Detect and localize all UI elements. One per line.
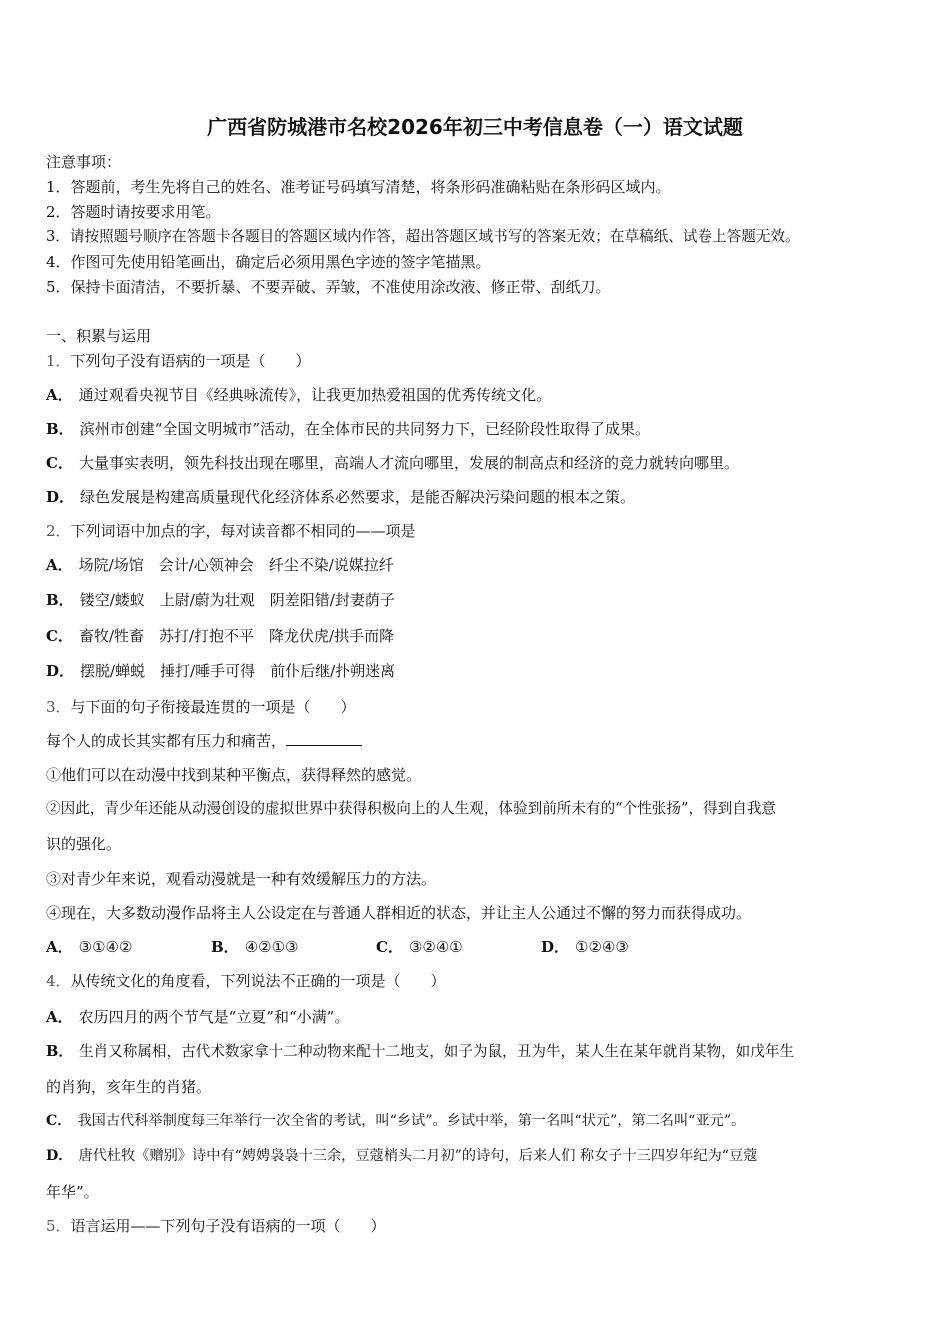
sentence: ①他们可以在动漫中找到某种平衡点，获得释然的感觉。 [46,766,422,784]
option [46,1042,794,1062]
option-letter: B． [46,591,74,609]
notice-item: 5．保持卡面清洁，不要折暴、不要弄破、弄皱，不准使用涂改液、修正带、刮纸刀。 [46,278,611,296]
option-letter: A． [46,386,73,404]
notice-item: 4．作图可先使用铅笔画出，确定后必须用黑色字迹的签字笔描黑。 [46,253,491,271]
option-letter: D． [46,1148,73,1164]
option-letter: B． [211,938,239,956]
question-text: 从传统文化的角度看，下列说法不正确的一项是（ ） [70,972,446,990]
option [46,453,739,473]
question-5-stem [46,1216,386,1236]
choice-d [541,937,629,957]
question-3-stem [46,697,356,717]
option-text: 摆脱/蝉蜕 捶打/唾手可得 前仆后继/扑朔迷离 [80,662,396,680]
option-text: 的肖狗，亥年生的肖猪。 [46,1078,212,1096]
choice-b [211,937,376,957]
option-letter: D． [46,662,75,680]
choice-c [376,937,541,957]
lead-sentence [46,731,362,751]
option-text: ③②④① [408,938,463,956]
answer-blank [286,731,362,746]
question-text: 与下面的句子衔接最连贯的一项是（ ） [70,698,356,716]
question-number: 3． [46,698,71,716]
option [46,626,394,646]
option-letter: C． [46,454,73,472]
question-text: 语言运用——下列句子没有语病的一项（ ） [70,1217,386,1235]
option [46,487,635,507]
option-letter: D． [541,938,570,956]
option-letter: D． [46,488,75,506]
option [46,419,650,439]
option-letter: C． [46,1113,72,1129]
sentence: 识的强化。 [46,835,122,853]
option-text: 生肖又称属相，古代术数家拿十二种动物来配十二地支，如子为鼠，丑为牛，某人生在某年就肖某物，如戊年生 [78,1043,795,1060]
option-text: 我国古代科举制度每三年举行一次全省的考试，叫“乡试”。乡试中举，第一名叫“状元”，第二名叫“亚元”。 [77,1113,746,1129]
question-text: 下列句子没有语病的一项是（ ） [70,352,311,370]
option-text: 镂空/蝼蚁 上尉/蔚为壮观 阴差阳错/封妻荫子 [79,591,395,609]
section-heading: 一、积累与运用 [46,327,152,345]
notice-item: 2．答题时请按要求用笔。 [46,203,221,221]
option [46,385,551,405]
option [46,1007,349,1027]
option-letter: A． [46,556,73,574]
question-text: 下列词语中加点的字，每对读音都不相同的——项是 [70,522,416,540]
choice-a [46,937,211,957]
question-number: 5． [46,1217,71,1235]
option-text: 场院/场馆 会计/心领神会 纤尘不染/说媒拉纤 [78,556,394,574]
option-text: 唐代杜牧《赠别》诗中有“娉娉袅袅十三余，豆蔻梢头二月初”的诗句，后来人们 称女子十三四岁年纪为“豆蔻 [78,1148,758,1164]
option-text: ④②①③ [244,938,299,956]
option-text: ③①④② [78,938,133,956]
option-text: 滨州市创建“全国文明城市”活动，在全体市民的共同努力下，已经阶段性取得了成果。 [79,420,651,438]
lead-text: 每个人的成长其实都有压力和痛苦， [46,732,287,750]
option-text: 绿色发展是构建高质量现代化经济体系必然要求，是能否解决污染问题的根本之策。 [80,488,636,506]
notice-item: 1．答题前，考生先将自己的姓名、准考证号码填写清楚，将条形码准确粘贴在条形码区域内。 [46,178,671,196]
option-letter: A． [46,938,73,956]
option-letter: B． [46,420,74,438]
option [46,555,394,575]
option-letter: A． [46,1008,73,1026]
question-number: 2． [46,522,71,540]
question-1-stem [46,351,311,371]
option-text: 农历四月的两个节气是“立夏”和“小满”。 [78,1008,350,1026]
option-continuation [46,1077,211,1097]
option-letter: C． [46,627,73,645]
option-text: 畜牧/牲畜 苏打/打抱不平 降龙伏虎/拱手而降 [78,627,395,645]
option [46,590,395,610]
option [46,661,395,681]
page-title: 广西省防城港市名校2026年初三中考信息卷（一）语文试题 [207,115,743,139]
option-text: 通过观看央视节目《经典咏流传》，让我更加热爱祖国的优秀传统文化。 [78,386,552,404]
option-text: 大量事实表明，领先科技出现在哪里，高端人才流向哪里，发展的制高点和经济的竞力就转向哪里。 [78,454,739,472]
option-continuation [46,1182,99,1202]
question-2-stem [46,521,416,541]
sentence: ④现在，大多数动漫作品将主人公设定在与普通人群相近的状态，并让主人公通过不懈的努力而获得成功。 [46,904,752,922]
question-number: 4． [46,972,71,990]
notice-item: 3．请按照题号顺序在答题卡各题目的答题区域内作答，超出答题区域书写的答案无效；在草稿纸、试卷上答题无效。 [46,228,800,245]
question-4-stem [46,971,446,991]
option-text: ①②④③ [575,938,629,956]
option-letter: C． [376,938,403,956]
sentence: ③对青少年来说，观看动漫就是一种有效缓解压力的方法。 [46,870,437,888]
option [46,1146,757,1166]
question-number: 1． [46,352,71,370]
notice-heading: 注意事项： [46,153,122,171]
option-text: 年华”。 [46,1183,99,1201]
sentence: ②因此，青少年还能从动漫创设的虚拟世界中获得积极向上的人生观，体验到前所未有的“个性张扬”，得到自我意 [46,800,777,817]
option [46,1111,745,1131]
choice-row [46,937,629,957]
option-letter: B． [46,1043,73,1060]
